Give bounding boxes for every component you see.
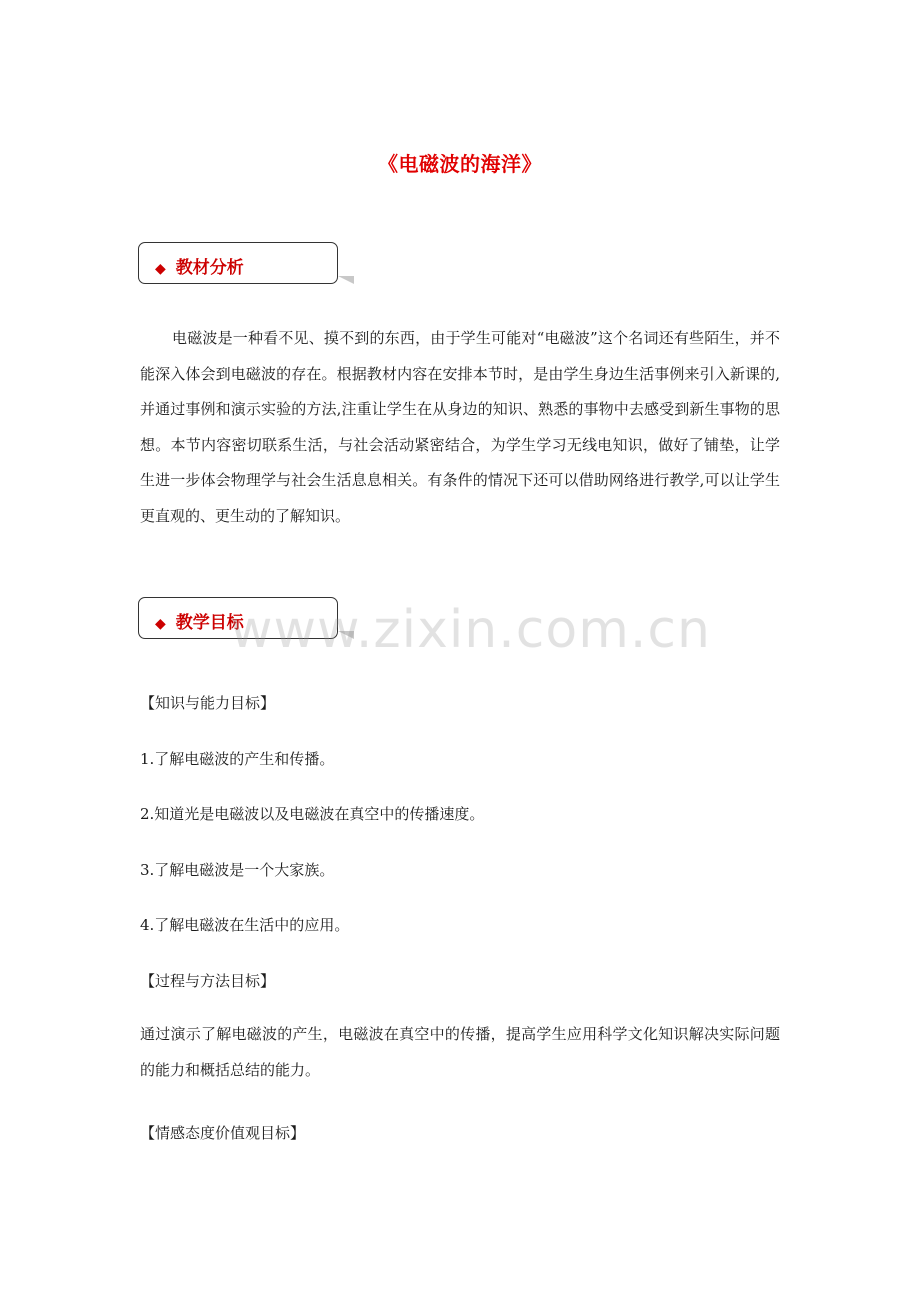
- emotion-heading: 【情感态度价值观目标】: [140, 1124, 306, 1142]
- analysis-paragraph: 电磁波是一种看不见、摸不到的东西，由于学生可能对“电磁波”这个名词还有些陌生，并不能深入体会到电磁波的存在。根据教材内容在安排本节时，是由学生身边生活事例来引入新课的,并通过事例和演示实验的方法,注重让学生在从身边的知识、熟悉的事物中去感受到新生事物的思想。本节内容密切联系生活，与社会活动紧密结合，为学生学习无线电知识，做好了铺垫，让学生进一步体会物理学与社会生活息息相关。有条件的情况下还可以借助网络进行教学,可以让学生更直观的、更生动的了解知识。: [140, 329, 780, 525]
- watermark: www.zixin.com.cn: [230, 600, 711, 660]
- section-heading-goals: [155, 608, 244, 633]
- process-heading: 【过程与方法目标】: [140, 972, 276, 990]
- box-shadow-decoration: [338, 276, 354, 284]
- section-heading-box-analysis: [138, 242, 338, 284]
- section-heading-text: 教材分析: [175, 258, 244, 278]
- knowledge-item-4: 4.了解电磁波在生活中的应用。: [140, 916, 350, 934]
- knowledge-item-1: 1.了解电磁波的产生和传播。: [140, 750, 335, 768]
- document-title: 《电磁波的海洋》: [378, 152, 542, 176]
- box-shadow-decoration: [338, 631, 354, 639]
- section-heading-analysis: [155, 253, 244, 278]
- process-paragraph: 通过演示了解电磁波的产生，电磁波在真空中的传播，提高学生应用科学文化知识解决实际问题的能力和概括总结的能力。: [140, 1025, 780, 1079]
- knowledge-heading: 【知识与能力目标】: [140, 694, 276, 712]
- section-heading-box-goals: [138, 597, 338, 639]
- section-heading-text: 教学目标: [175, 613, 244, 633]
- diamond-bullet-icon: ◆: [155, 261, 166, 277]
- knowledge-item-2: 2.知道光是电磁波以及电磁波在真空中的传播速度。: [140, 805, 485, 823]
- knowledge-item-3: 3.了解电磁波是一个大家族。: [140, 861, 335, 879]
- diamond-bullet-icon: ◆: [155, 616, 166, 632]
